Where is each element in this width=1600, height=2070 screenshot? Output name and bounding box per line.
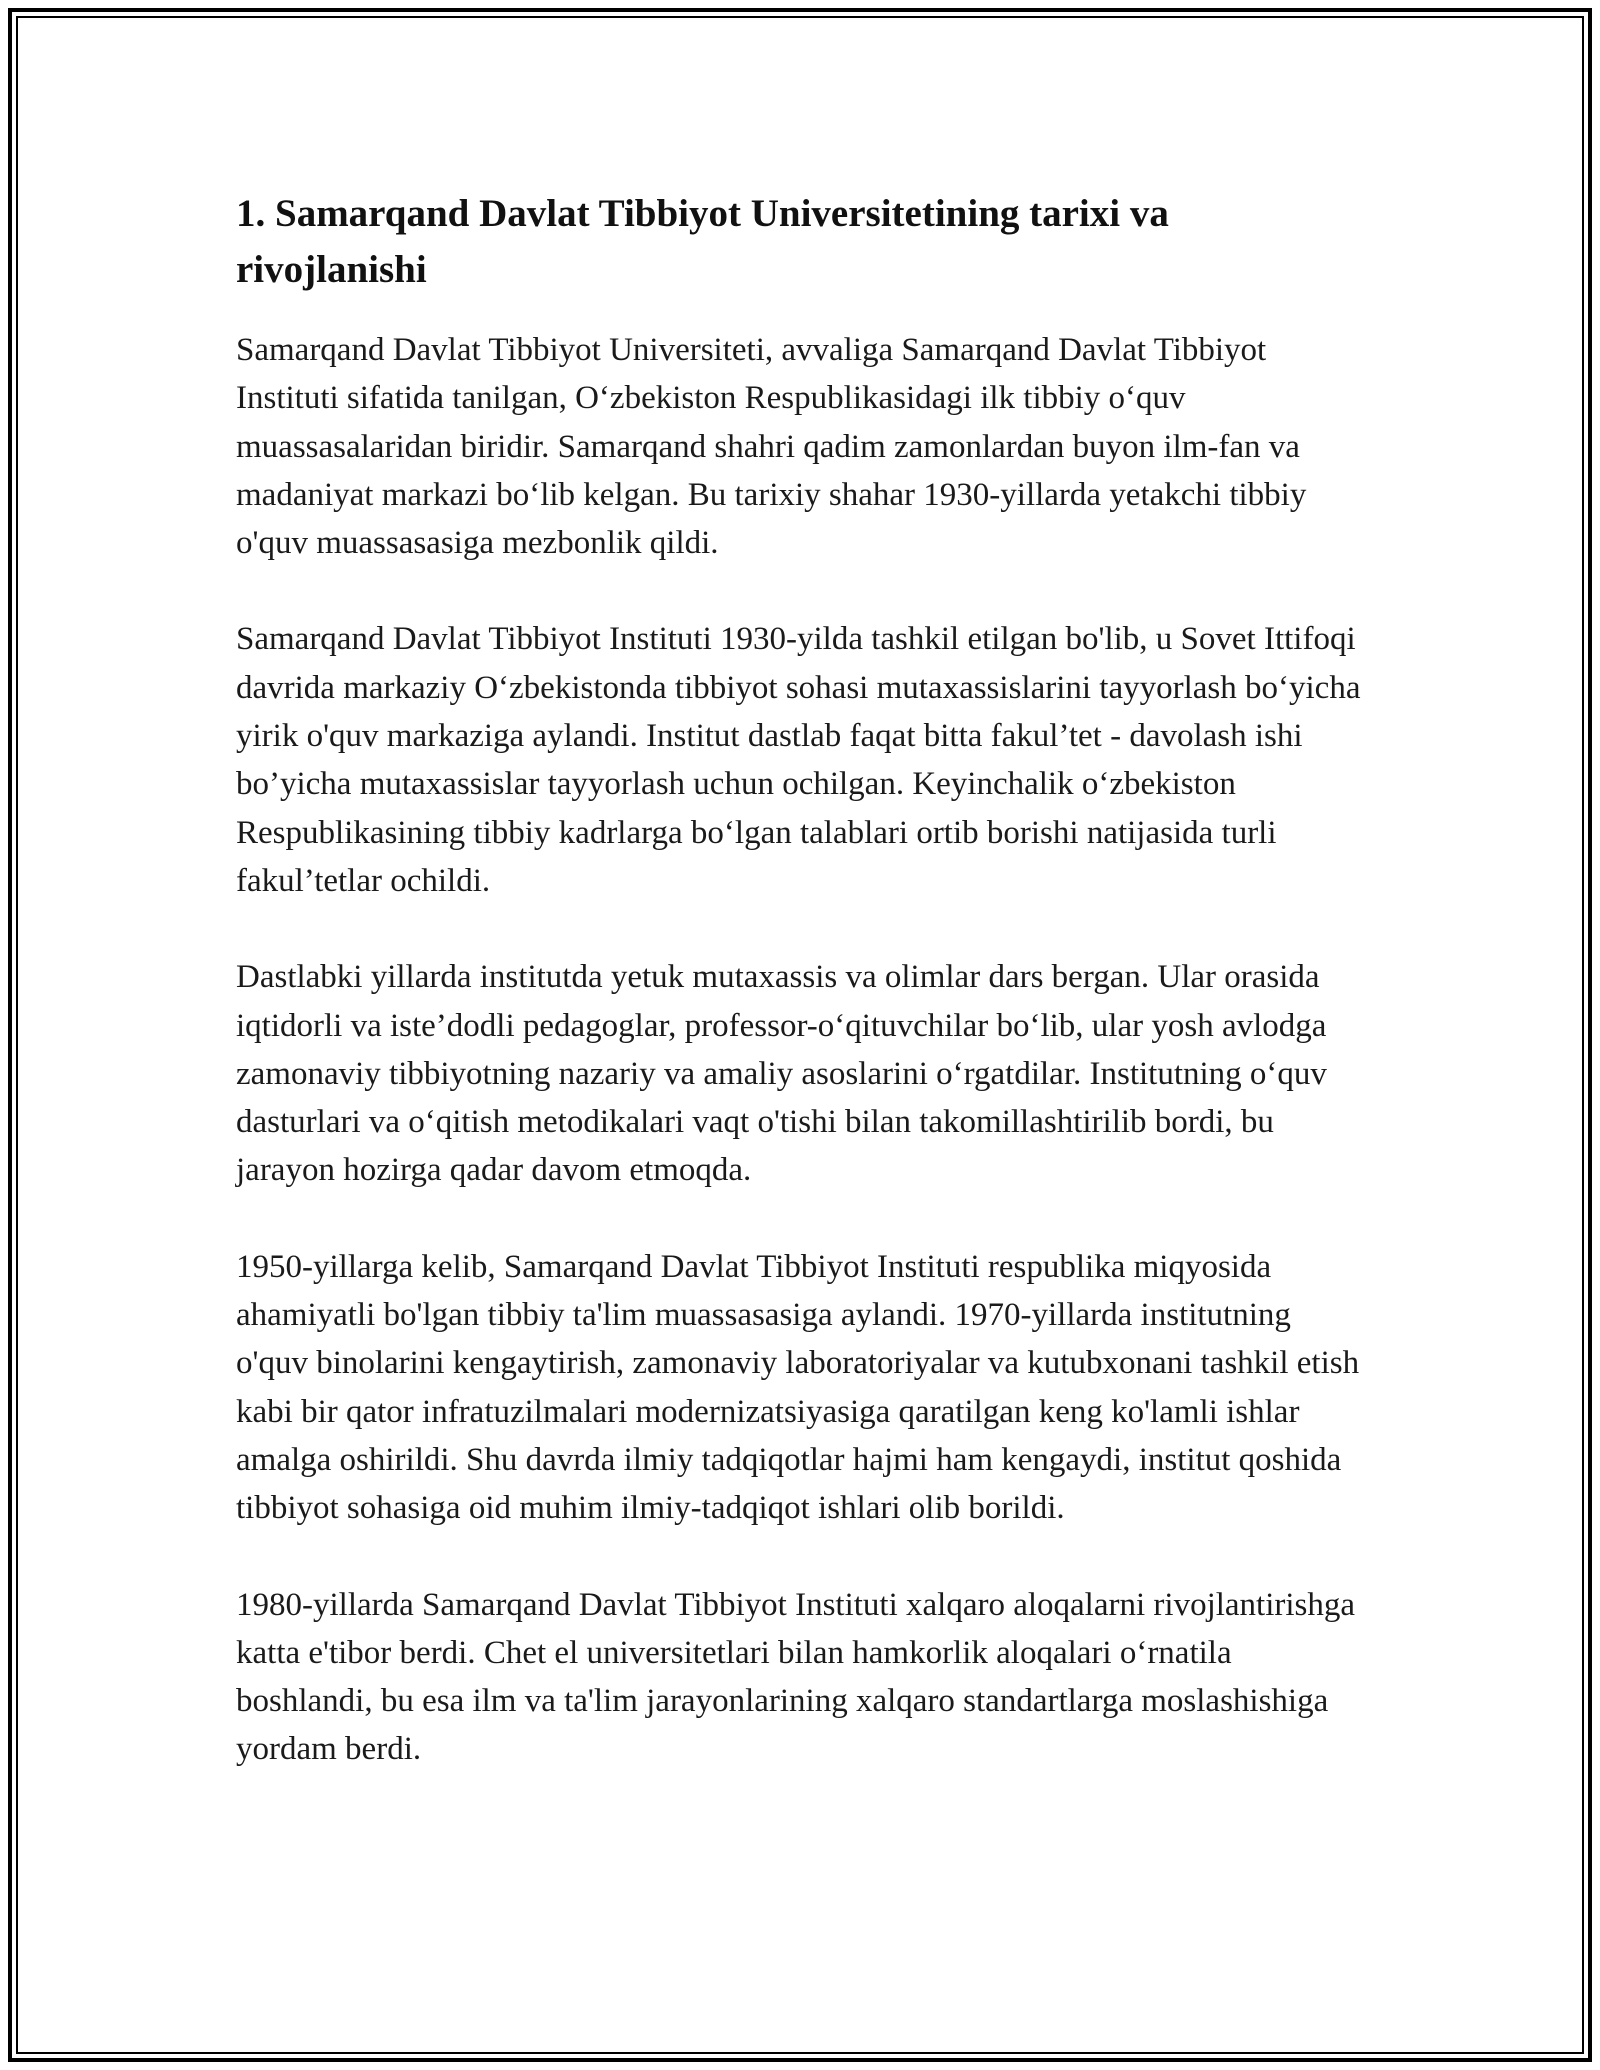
paragraph-3: Dastlabki yillarda institutda yetuk mutaxassis va olimlar dars bergan. Ular orasida iqtidorli va iste’dodli pedagoglar, professor-o‘qituvchilar bo‘lib, ular yosh avlodga zamonaviy tibbiyotning nazariy va amaliy asoslarini o‘rgatdilar. Institutning o‘quv dasturlari va o‘qitish metodikalari vaqt o'tishi bilan takomillashtirilib bordi, bu jarayon hozirga qadar davom etmoqda. [236,959,1327,1189]
paragraph-4: 1950-yillarga kelib, Samarqand Davlat Tibbiyot Instituti respublika miqyosida ahamiyatli bo'lgan tibbiy ta'lim muassasasiga aylandi. 1970-yillarda institutning o'quv binolarini kengaytirish, zamonaviy laboratoriyalar va kutubxonani tashkil etish kabi bir qator infratuzilmalari modernizatsiyasiga qaratilgan keng ko'lamli ishlar amalga oshirildi. Shu davrda ilmiy tadqiqotlar hajmi ham kengaydi, institut qoshida tibbiyot sohasiga oid muhim ilmiy-tadqiqot ishlari olib borildi. [236,1248,1360,1527]
section-heading: 1. Samarqand Davlat Tibbiyot Universitetining tarixi va rivojlanishi [236,192,1169,291]
document-body [236,186,1366,1774]
paragraph-1: Samarqand Davlat Tibbiyot Universiteti, avvaliga Samarqand Davlat Tibbiyot Instituti sifatida tanilgan, O‘zbekiston Respublikasidagi ilk tibbiy o‘quv muassasalaridan biridir. Samarqand shahri qadim zamonlardan buyon ilm-fan va madaniyat markazi bo‘lib kelgan. Bu tarixiy shahar 1930-yillarda yetakchi tibbiy o'quv muassasasiga mezbonlik qildi. [236,332,1307,562]
paragraph-2: Samarqand Davlat Tibbiyot Instituti 1930-yilda tashkil etilgan bo'lib, u Sovet Ittifoqi davrida markaziy O‘zbekistonda tibbiyot sohasi mutaxassislarini tayyorlash bo‘yicha yirik o'quv markaziga aylandi. Institut dastlab faqat bitta fakul’tet - davolash ishi bo’yicha mutaxassislar tayyorlash uchun ochilgan. Keyinchalik o‘zbekiston Respublikasining tibbiy kadrlarga bo‘lgan talablari ortib borishi natijasida turli fakul’tetlar ochildi. [236,621,1361,899]
paragraph-5: 1980-yillarda Samarqand Davlat Tibbiyot Instituti xalqaro aloqalarni rivojlantirishga katta e'tibor berdi. Chet el universitetlari bilan hamkorlik aloqalari o‘rnatila boshlandi, bu esa ilm va ta'lim jarayonlarining xalqaro standartlarga moslashishiga yordam berdi. [236,1586,1356,1768]
